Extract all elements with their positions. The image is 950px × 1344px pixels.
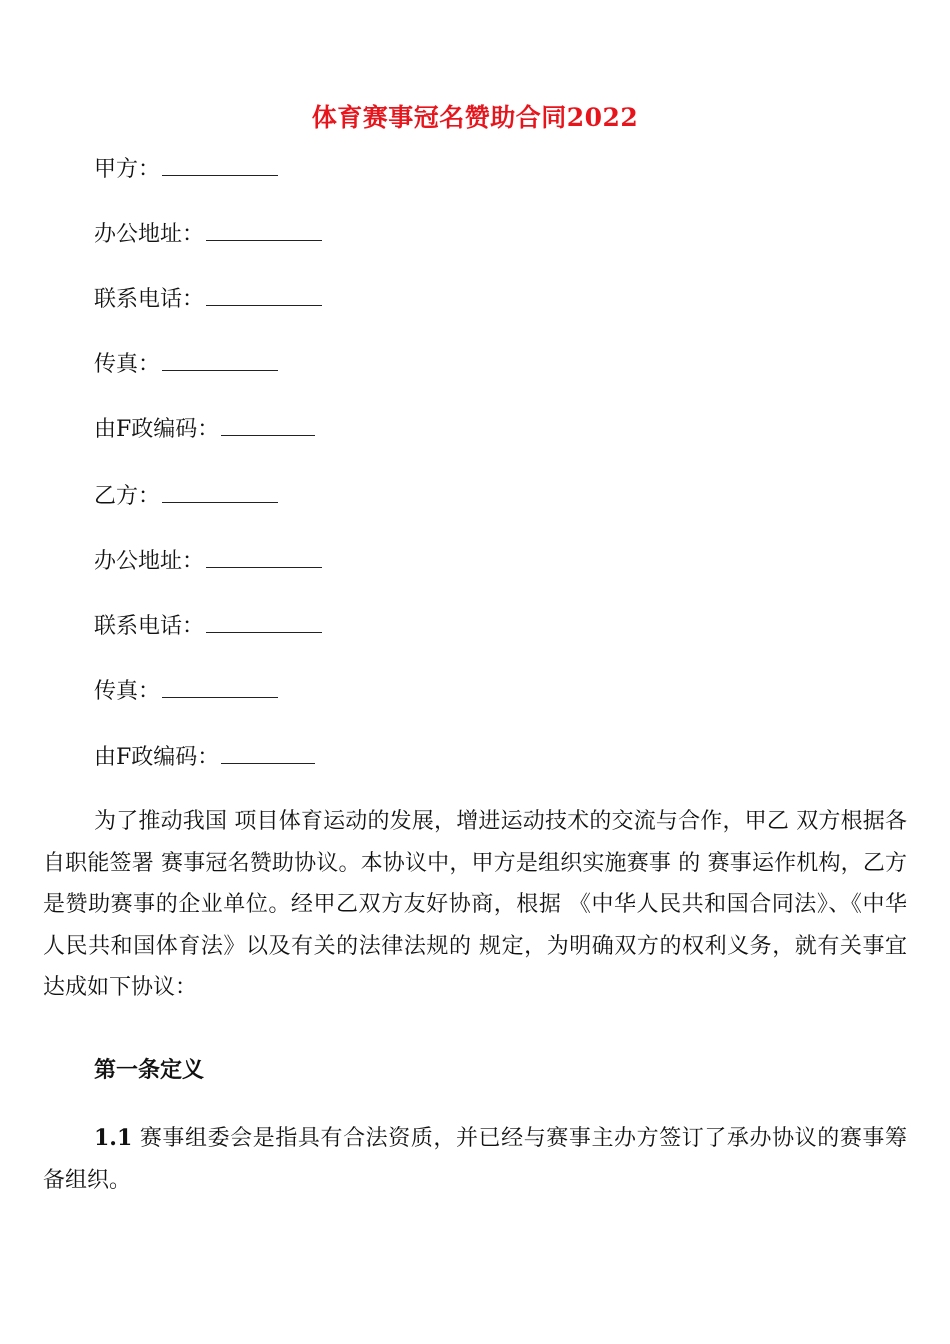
- party-b-name-blank[interactable]: [162, 480, 278, 503]
- party-b-fax-label: 传真：: [94, 679, 161, 704]
- party-a-postcode-field: [94, 413, 315, 445]
- party-a-fax-blank[interactable]: [162, 348, 278, 371]
- section-1-heading: 第一条定义: [94, 1057, 205, 1083]
- party-a-name-label: 甲方：: [94, 157, 161, 182]
- party-a-phone-field: [94, 283, 322, 315]
- party-a-phone-blank[interactable]: [206, 283, 322, 306]
- party-a-address-label: 办公地址：: [94, 222, 205, 247]
- clause-1-1-number: 1.1: [94, 1125, 133, 1151]
- party-a-fax-field: [94, 348, 278, 380]
- party-b-phone-label: 联系电话：: [94, 614, 205, 639]
- party-b-postcode-field: [94, 741, 315, 773]
- party-a-name-blank[interactable]: [162, 153, 278, 176]
- document-title: 体育赛事冠名赞助合同2022: [311, 103, 639, 132]
- party-a-fax-label: 传真：: [94, 352, 161, 377]
- party-b-fax-blank[interactable]: [162, 675, 278, 698]
- party-a-name-field: [94, 153, 278, 185]
- party-b-address-label: 办公地址：: [94, 549, 205, 574]
- party-b-fax-field: [94, 675, 278, 707]
- party-a-address-field: [94, 218, 322, 250]
- party-a-postcode-label: 由F政编码：: [94, 417, 220, 442]
- party-b-address-field: [94, 545, 322, 577]
- party-b-name-field: [94, 480, 278, 512]
- party-b-name-label: 乙方：: [94, 484, 161, 509]
- party-a-postcode-blank[interactable]: [221, 413, 315, 436]
- intro-paragraph: 为了推动我国 项目体育运动的发展，增进运动技术的交流与合作，甲乙 双方根据各自职能签署 赛事冠名赞助协议。本协议中，甲方是组织实施赛事 的 赛事运作机构，乙方是赞助赛事的企业单位。经甲乙双方友好协商，根据 《中华人民共和国合同法》、《中华人民共和国体育法》以及有关的法律法规的 规定，为明确双方的权利义务，就有关事宜达成如下协议：: [43, 809, 907, 1000]
- party-b-phone-field: [94, 610, 322, 642]
- party-b-phone-blank[interactable]: [206, 610, 322, 633]
- party-b-postcode-blank[interactable]: [221, 741, 315, 764]
- party-b-postcode-label: 由F政编码：: [94, 745, 220, 770]
- party-b-address-blank[interactable]: [206, 545, 322, 568]
- clause-1-1-text: 赛事组委会是指具有合法资质，并已经与赛事主办方签订了承办协议的赛事筹备组织。: [43, 1126, 907, 1193]
- clause-1-1: [43, 1118, 907, 1201]
- party-a-address-blank[interactable]: [206, 218, 322, 241]
- party-a-phone-label: 联系电话：: [94, 287, 205, 312]
